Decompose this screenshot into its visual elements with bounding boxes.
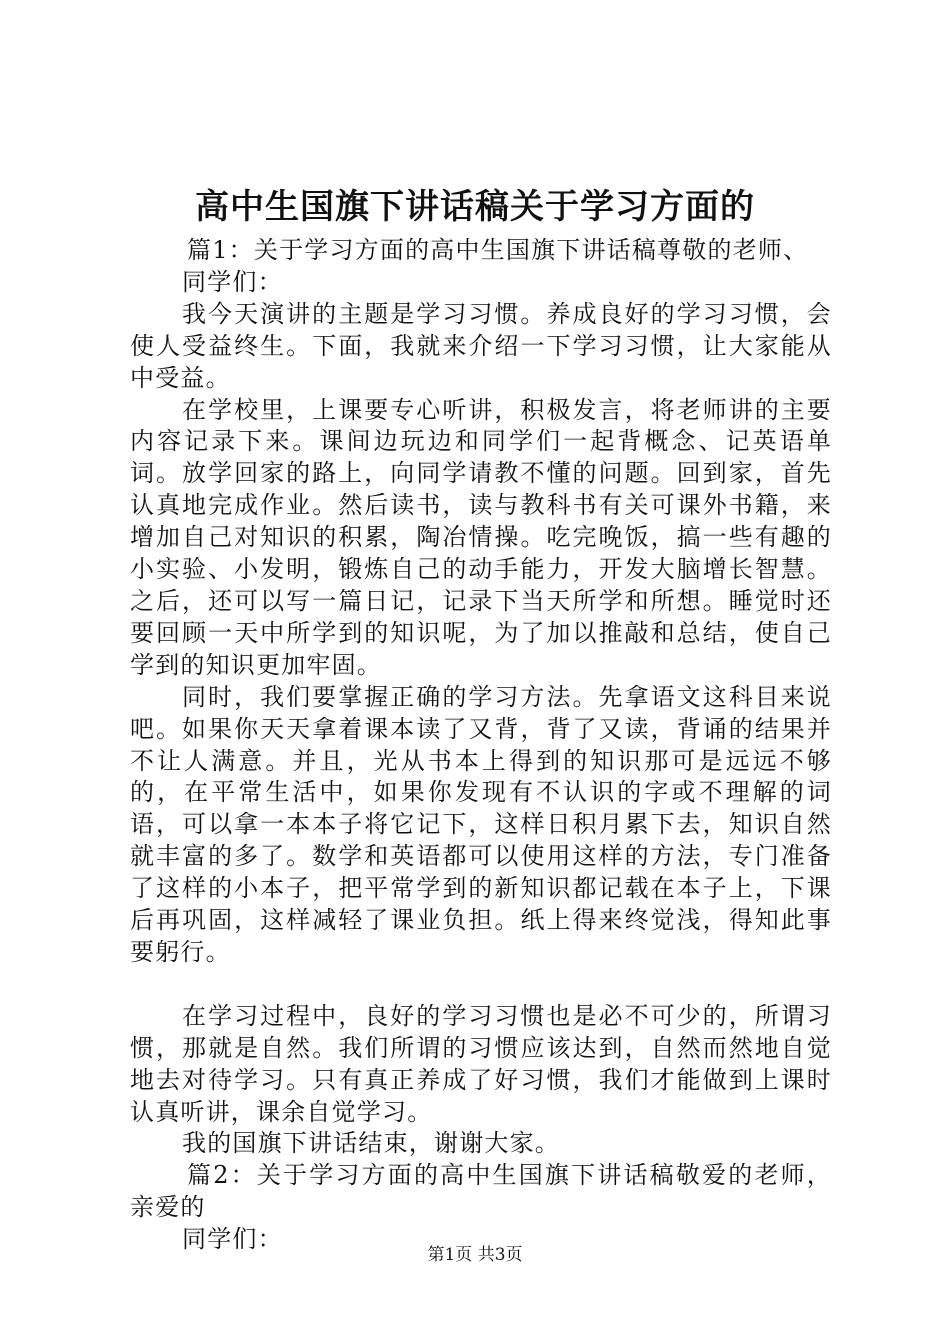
document-body: [130, 235, 832, 1256]
body-paragraph: 在学校里，上课要专心听讲，积极发言，将老师讲的主要内容记录下来。课间边玩边和同学们一起背概念、记英语单词。放学回家的路上，向同学请教不懂的问题。回到家，首先认真地完成作业。然后读书，读与教科书有关可课外书籍，来增加自己对知识的积累，陶冶情操。吃完晚饭，搞一些有趣的小实验、小发明，锻炼自己的动手能力，开发大脑增长智慧。之后，还可以写一篇日记，记录下当天所学和所想。睡觉时还要回顾一天中所学到的知识呢，为了加以推敲和总结，使自己学到的知识更加牢固。: [130, 395, 832, 679]
salutation-1: 同学们：: [182, 267, 283, 296]
paragraph-gap: [130, 969, 832, 1001]
body-paragraph: 在学习过程中，良好的学习习惯也是必不可少的，所谓习惯，那就是自然。我们所谓的习惯应该达到，自然而然地自觉地去对待学习。只有真正养成了好习惯，我们才能做到上课时认真听讲，课余自觉学习。: [130, 1001, 832, 1126]
salutation-2: 同学们：: [182, 1225, 283, 1254]
section-heading-1: 篇1：关于学习方面的高中生国旗下讲话稿尊敬的老师、: [187, 236, 809, 264]
section-heading-2: 篇2：关于学习方面的高中生国旗下讲话稿敬爱的老师，亲爱的: [130, 1161, 832, 1222]
body-paragraph: 我今天演讲的主题是学习习惯。养成良好的学习习惯，会使人受益终生。下面，我就来介绍一下学习习惯，让大家能从中受益。: [130, 299, 832, 392]
page-footer: 第1页 共3页: [427, 1245, 523, 1265]
body-paragraph: 同时，我们要掌握正确的学习方法。先拿语文这科目来说吧。如果你天天拿着课本读了又背，背了又读，背诵的结果并不让人满意。并且，光从书本上得到的知识那可是远远不够的，在平常生活中，如果你发现有不认识的字或不理解的词语，可以拿一本本子将它记下，这样日积月累下去，知识自然就丰富的多了。数学和英语都可以使用这样的方法，专门准备了这样的小本子，把平常学到的新知识都记载在本子上，下课后再巩固，这样减轻了课业负担。纸上得来终觉浅，得知此事要躬行。: [130, 682, 832, 966]
document-title: 高中生国旗下讲话稿关于学习方面的: [195, 187, 755, 227]
closing-line: 我的国旗下讲话结束，谢谢大家。: [182, 1129, 560, 1158]
